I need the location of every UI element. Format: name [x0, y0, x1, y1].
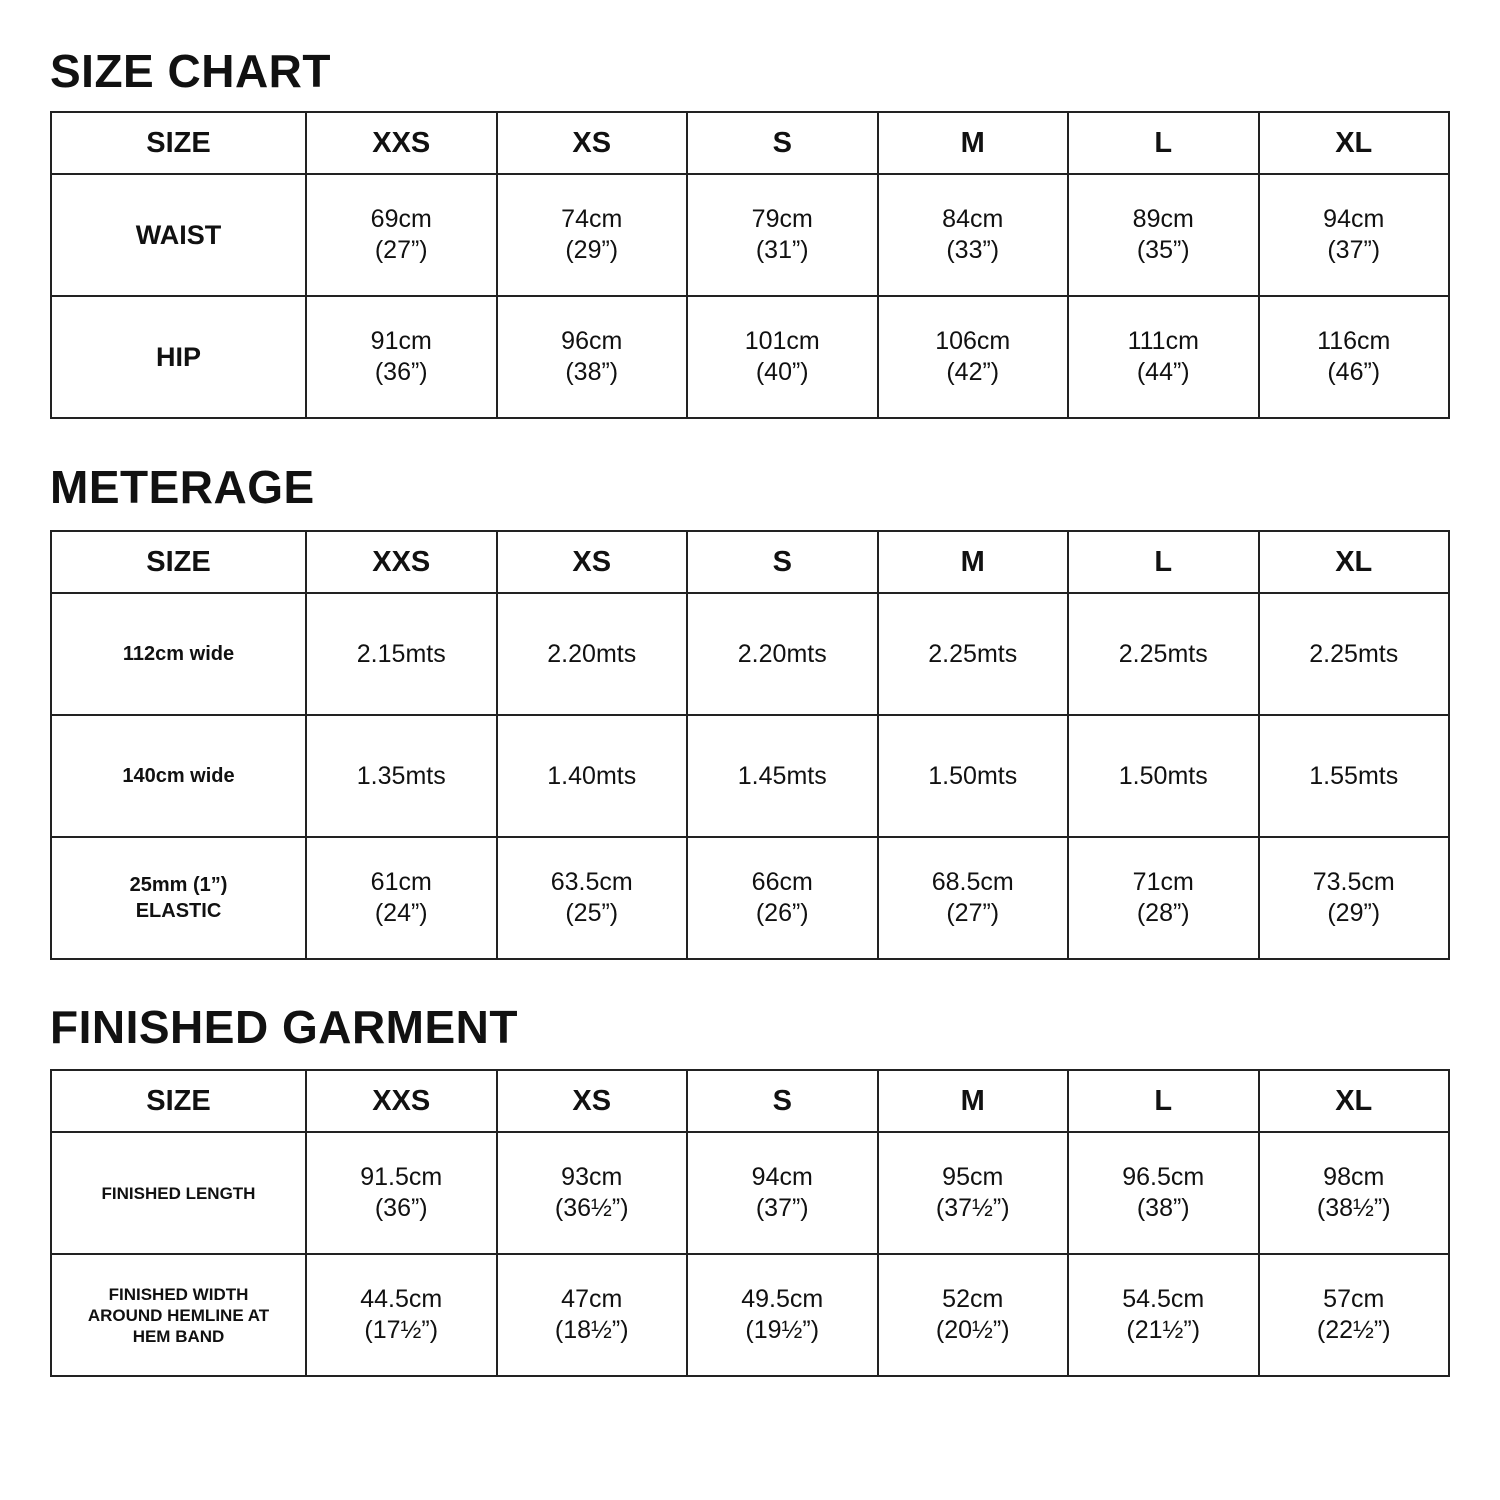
table-cell: 94cm (37”) — [687, 1132, 878, 1254]
header-cell: L — [1068, 112, 1259, 174]
table-row — [51, 1254, 1449, 1376]
table-cell: 1.50mts — [878, 715, 1069, 837]
table-cell: 2.15mts — [306, 593, 497, 715]
header-cell: XS — [497, 112, 688, 174]
header-cell: XXS — [306, 531, 497, 593]
table-cell: 106cm (42”) — [878, 296, 1069, 418]
table-cell: 116cm (46”) — [1259, 296, 1450, 418]
row-label-finished-width: FINISHED WIDTH AROUND HEMLINE AT HEM BAND — [51, 1254, 306, 1376]
row-label-finished-length: FINISHED LENGTH — [51, 1132, 306, 1254]
table-cell: 63.5cm (25”) — [497, 837, 688, 959]
row-label-elastic: 25mm (1”) ELASTIC — [51, 837, 306, 959]
header-cell: S — [687, 531, 878, 593]
table-cell: 74cm (29”) — [497, 174, 688, 296]
table-cell: 1.45mts — [687, 715, 878, 837]
header-cell: XXS — [306, 112, 497, 174]
header-cell: S — [687, 112, 878, 174]
header-cell: SIZE — [51, 531, 306, 593]
table-cell: 79cm (31”) — [687, 174, 878, 296]
table-row — [51, 174, 1449, 296]
row-label-hip: HIP — [51, 296, 306, 418]
header-cell: L — [1068, 1070, 1259, 1132]
header-cell: SIZE — [51, 1070, 306, 1132]
table-header-row — [51, 531, 1449, 593]
header-cell: XL — [1259, 531, 1450, 593]
table-row — [51, 593, 1449, 715]
header-cell: XL — [1259, 1070, 1450, 1132]
table-cell: 71cm (28”) — [1068, 837, 1259, 959]
table-cell: 73.5cm (29”) — [1259, 837, 1450, 959]
table-cell: 66cm (26”) — [687, 837, 878, 959]
table-cell: 111cm (44”) — [1068, 296, 1259, 418]
table-cell: 2.25mts — [1259, 593, 1450, 715]
header-cell: S — [687, 1070, 878, 1132]
header-cell: M — [878, 112, 1069, 174]
header-cell: L — [1068, 531, 1259, 593]
header-cell: M — [878, 531, 1069, 593]
finished-garment-title: FINISHED GARMENT — [50, 1001, 518, 1053]
table-cell: 68.5cm (27”) — [878, 837, 1069, 959]
table-cell: 89cm (35”) — [1068, 174, 1259, 296]
meterage-title: METERAGE — [50, 461, 315, 513]
table-cell: 1.50mts — [1068, 715, 1259, 837]
table-cell: 69cm (27”) — [306, 174, 497, 296]
table-cell: 1.55mts — [1259, 715, 1450, 837]
table-header-row — [51, 112, 1449, 174]
table-row — [51, 1132, 1449, 1254]
size-chart-title: SIZE CHART — [50, 45, 331, 97]
header-cell: XS — [497, 531, 688, 593]
size-chart-table — [50, 111, 1450, 419]
table-cell: 1.40mts — [497, 715, 688, 837]
table-cell: 95cm (37½”) — [878, 1132, 1069, 1254]
table-row — [51, 296, 1449, 418]
table-cell: 47cm (18½”) — [497, 1254, 688, 1376]
table-cell: 2.25mts — [1068, 593, 1259, 715]
header-cell: XXS — [306, 1070, 497, 1132]
table-cell: 91.5cm (36”) — [306, 1132, 497, 1254]
header-cell: M — [878, 1070, 1069, 1132]
table-cell: 96.5cm (38”) — [1068, 1132, 1259, 1254]
table-cell: 2.20mts — [687, 593, 878, 715]
header-cell: SIZE — [51, 112, 306, 174]
table-cell: 61cm (24”) — [306, 837, 497, 959]
table-cell: 2.25mts — [878, 593, 1069, 715]
table-cell: 2.20mts — [497, 593, 688, 715]
table-cell: 44.5cm (17½”) — [306, 1254, 497, 1376]
meterage-table — [50, 530, 1450, 960]
table-cell: 94cm (37”) — [1259, 174, 1450, 296]
table-cell: 96cm (38”) — [497, 296, 688, 418]
row-label-waist: WAIST — [51, 174, 306, 296]
table-cell: 57cm (22½”) — [1259, 1254, 1450, 1376]
table-cell: 98cm (38½”) — [1259, 1132, 1450, 1254]
header-cell: XS — [497, 1070, 688, 1132]
table-row — [51, 715, 1449, 837]
header-cell: XL — [1259, 112, 1450, 174]
finished-garment-table — [50, 1069, 1450, 1377]
table-cell: 1.35mts — [306, 715, 497, 837]
row-label-112cm: 112cm wide — [51, 593, 306, 715]
table-cell: 52cm (20½”) — [878, 1254, 1069, 1376]
table-cell: 54.5cm (21½”) — [1068, 1254, 1259, 1376]
table-cell: 49.5cm (19½”) — [687, 1254, 878, 1376]
table-cell: 91cm (36”) — [306, 296, 497, 418]
row-label-140cm: 140cm wide — [51, 715, 306, 837]
table-cell: 93cm (36½”) — [497, 1132, 688, 1254]
table-header-row — [51, 1070, 1449, 1132]
table-row — [51, 837, 1449, 959]
table-cell: 101cm (40”) — [687, 296, 878, 418]
table-cell: 84cm (33”) — [878, 174, 1069, 296]
